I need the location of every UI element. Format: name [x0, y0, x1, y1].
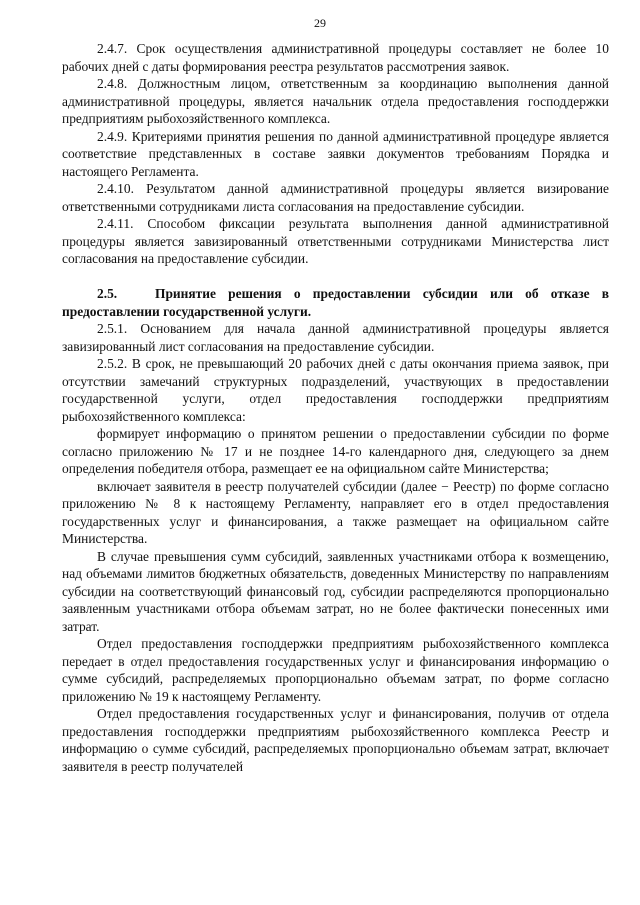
paragraph-2-4-9: 2.4.9. Критериями принятия решения по данной административной процедуре является соответствие представленных в составе заявки документов требованиям Порядка и настоящего Регламента.: [62, 128, 609, 179]
paragraph-2-4-11: 2.4.11. Способом фиксации результата выполнения данной административной процедуры является завизированный ответственными сотрудниками Министерства лист согласования на предоставление субсидии.: [62, 216, 609, 266]
section-heading: [62, 285, 609, 320]
paragraph-2-4-10: 2.4.10. Результатом данной административной процедуры является визирование ответственными сотрудниками листа согласования на предоставление субсидии.: [62, 181, 609, 214]
paragraph-department-receives: Отдел предоставления государственных услуг и финансирования, получив от отдела предоставления господдержки предприятиям рыбохозяйственного комплекса Реестр и информацию о сумме субсидий, распределяемых пропорционально объемам затрат, включает заявителя в реестр получателей: [62, 706, 609, 774]
paragraph-includes-registry: включает заявителя в реестр получателей субсидии (далее − Реестр) по форме согласно приложению № 8 к настоящему Регламенту, направляет его в отдел предоставления государственных услуг и финансирования, а также размещает на официальном сайте Министерства.: [62, 478, 609, 546]
paragraph-2-4-7: 2.4.7. Срок осуществления административной процедуры составляет не более 10 рабочих дней с даты формирования реестра результатов рассмотрения заявок.: [62, 41, 609, 74]
page-content: [62, 40, 609, 775]
paragraph-2-4-8: 2.4.8. Должностным лицом, ответственным за координацию выполнения данной административной процедуры, является начальник отдела предоставления господдержки предприятиям рыбохозяйственного комплекса.: [62, 76, 609, 126]
section-number: 2.5.: [97, 286, 118, 301]
paragraph-2-5-1: 2.5.1. Основанием для начала данной административной процедуры является завизированный лист согласования на предоставление субсидии.: [62, 321, 609, 354]
page-number: 29: [314, 16, 326, 30]
paragraph-forms-info: формирует информацию о принятом решении о предоставлении субсидии по форме согласно приложению № 17 и не позднее 14-го календарного дня, следующего за днем определения победителя отбора, размещает ее на официальном сайте Министерства;: [62, 426, 609, 476]
paragraph-excess-subsidies: В случае превышения сумм субсидий, заявленных участниками отбора к возмещению, над объемами лимитов бюджетных обязательств, доведенных Министерству по направлениям субсидии на соответствующий финансовый год, субсидии распределяются пропорционально заявленным участниками отбора объемам затрат, но не более фактически понесенных ими затрат.: [62, 548, 609, 634]
paragraph-2-5-2: 2.5.2. В срок, не превышающий 20 рабочих дней с даты окончания приема заявок, при отсутствии замечаний структурных подразделений, участвующих в предоставлении государственной услуги, отдел предоставления господдержки предприятиям рыбохозяйственного комплекса:: [62, 356, 609, 424]
paragraph-department-transfers: Отдел предоставления господдержки предприятиям рыбохозяйственного комплекса передает в отдел предоставления государственных услуг и финансирования информацию о сумме субсидий, распределяемых пропорционально объемам затрат, по форме согласно приложению № 19 к настоящему Регламенту.: [62, 636, 609, 704]
section-title: Принятие решения о предоставлении субсидии или об отказе в предоставлении государственной услуги.: [62, 286, 609, 319]
